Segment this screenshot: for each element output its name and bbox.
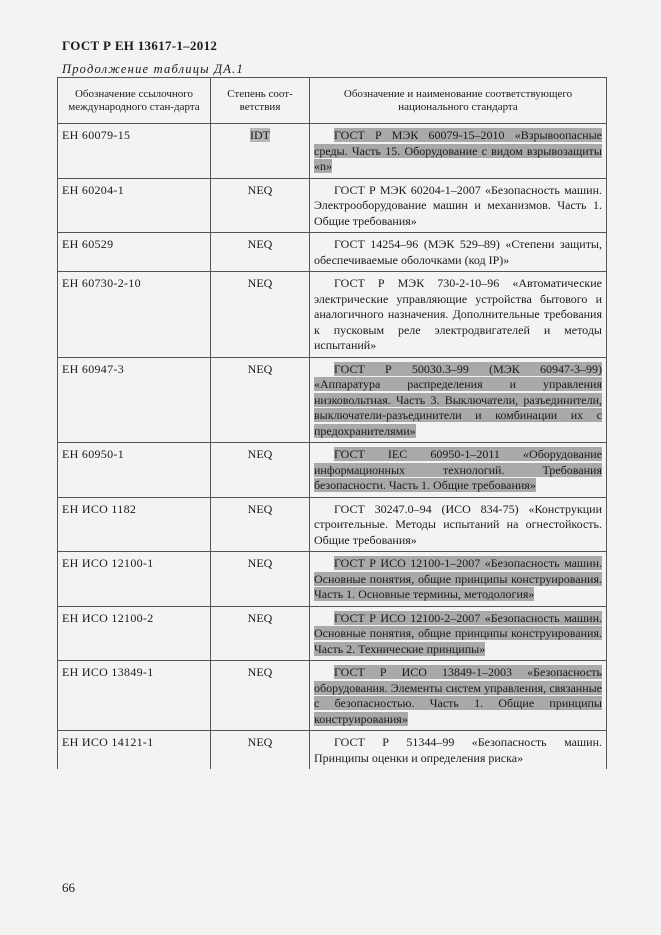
table-row xyxy=(58,233,607,272)
table-header-row xyxy=(58,78,607,124)
national-standard-text: ГОСТ IEC 60950-1–2011 «Оборудование информационных технологий. Требования безопасности. Часть 1. Общие требования» xyxy=(314,447,602,492)
degree-cell xyxy=(211,124,310,179)
degree-value: NEQ xyxy=(247,556,273,570)
degree-cell xyxy=(211,443,310,498)
national-standard-text: ГОСТ 30247.0–94 (ИСО 834-75) «Конструкции строительные. Методы испытаний на огнестойкость. Общие требования» xyxy=(314,501,602,547)
reference-standard-cell: ЕН ИСО 14121-1 xyxy=(58,731,211,770)
national-standard-cell xyxy=(310,233,607,272)
reference-standard-cell: ЕН ИСО 1182 xyxy=(58,497,211,552)
degree-cell xyxy=(211,731,310,770)
degree-cell xyxy=(211,178,310,233)
table-row xyxy=(58,606,607,661)
degree-cell xyxy=(211,552,310,607)
table-row xyxy=(58,497,607,552)
national-standard-cell xyxy=(310,272,607,358)
column-header-national-standard: Обозначение и наименование соответствующего национального стандарта xyxy=(310,78,607,124)
national-standard-text: ГОСТ Р МЭК 730-2-10–96 «Автоматические электрические управляющие устройства бытового и аналогичного назначения. Дополнительные требования к пусковым реле электродвигателей и методы испытаний» xyxy=(314,276,602,352)
degree-value: NEQ xyxy=(247,501,273,516)
national-standard-text: ГОСТ Р 50030.3–99 (МЭК 60947-3–99) «Аппаратура распределения и управления низковольтная. Часть 3. Выключатели, разъединители, выключатели-разъединители и комбинации их с предохранителями» xyxy=(314,361,602,438)
national-standard-cell xyxy=(310,357,607,443)
table-row xyxy=(58,357,607,443)
national-standard-text: ГОСТ Р МЭК 60204-1–2007 «Безопасность машин. Электрооборудование машин и механизмов. Часть 1. Общие требования» xyxy=(314,182,602,228)
degree-value: NEQ xyxy=(247,237,273,251)
national-standard-cell xyxy=(310,443,607,498)
degree-cell xyxy=(211,357,310,443)
reference-standard-cell: ЕН 60204-1 xyxy=(58,178,211,233)
reference-standard-cell: ЕН 60079-15 xyxy=(58,124,211,179)
table-caption: Продолжение таблицы ДА.1 xyxy=(62,62,244,76)
national-standard-cell xyxy=(310,178,607,233)
degree-value: IDT xyxy=(250,128,270,142)
reference-standard-cell: ЕН ИСО 12100-2 xyxy=(58,606,211,661)
national-standard-text: ГОСТ 14254–96 (МЭК 529–89) «Степени защиты, обеспечиваемые оболочками (код IP)» xyxy=(314,237,602,267)
table-row xyxy=(58,552,607,607)
national-standard-text: ГОСТ Р 51344–99 «Безопасность машин. Принципы оценки и определения риска» xyxy=(314,735,602,765)
table-row xyxy=(58,731,607,770)
degree-cell xyxy=(211,272,310,358)
national-standard-text: ГОСТ Р МЭК 60079-15–2010 «Взрывоопасные среды. Часть 15. Оборудование с видом взрывозащиты «n» xyxy=(314,128,602,173)
standards-table xyxy=(57,77,607,769)
reference-standard-cell: ЕН ИСО 13849-1 xyxy=(58,661,211,731)
table-row xyxy=(58,661,607,731)
national-standard-text: ГОСТ Р ИСО 12100-1–2007 «Безопасность машин. Основные понятия, общие принципы конструирования. Часть 1. Основные термины, методология» xyxy=(314,556,602,601)
table-row xyxy=(58,178,607,233)
degree-value: NEQ xyxy=(247,447,273,461)
degree-cell xyxy=(211,497,310,552)
degree-value: NEQ xyxy=(247,361,273,376)
reference-standard-cell: ЕН 60730-2-10 xyxy=(58,272,211,358)
national-standard-text: ГОСТ Р ИСО 12100-2–2007 «Безопасность машин. Основные понятия, общие принципы конструирования. Часть 2. Технические принципы» xyxy=(314,610,602,656)
degree-cell xyxy=(211,233,310,272)
degree-value: NEQ xyxy=(247,665,273,679)
degree-cell xyxy=(211,661,310,731)
degree-value: NEQ xyxy=(247,182,273,197)
national-standard-cell xyxy=(310,606,607,661)
national-standard-cell xyxy=(310,661,607,731)
national-standard-text: ГОСТ Р ИСО 13849-1–2003 «Безопасность оборудования. Элементы систем управления, связанные с безопасностью. Часть 1. Общие принципы конструирования» xyxy=(314,665,602,726)
column-header-reference: Обозначение ссылочного международного стан-дарта xyxy=(58,78,211,124)
page-number: 66 xyxy=(62,880,75,895)
reference-standard-cell: ЕН 60529 xyxy=(58,233,211,272)
table-row xyxy=(58,124,607,179)
column-header-degree: Степень соот-ветствия xyxy=(211,78,310,124)
reference-standard-cell: ЕН ИСО 12100-1 xyxy=(58,552,211,607)
national-standard-cell xyxy=(310,497,607,552)
reference-standard-cell: ЕН 60950-1 xyxy=(58,443,211,498)
table-row xyxy=(58,443,607,498)
national-standard-cell xyxy=(310,731,607,770)
degree-value: NEQ xyxy=(247,610,273,625)
national-standard-cell xyxy=(310,124,607,179)
national-standard-cell xyxy=(310,552,607,607)
reference-standard-cell: ЕН 60947-3 xyxy=(58,357,211,443)
degree-value: NEQ xyxy=(247,735,273,749)
document-header: ГОСТ Р ЕН 13617-1–2012 xyxy=(62,38,218,53)
table-row xyxy=(58,272,607,358)
degree-value: NEQ xyxy=(247,276,273,290)
degree-cell xyxy=(211,606,310,661)
